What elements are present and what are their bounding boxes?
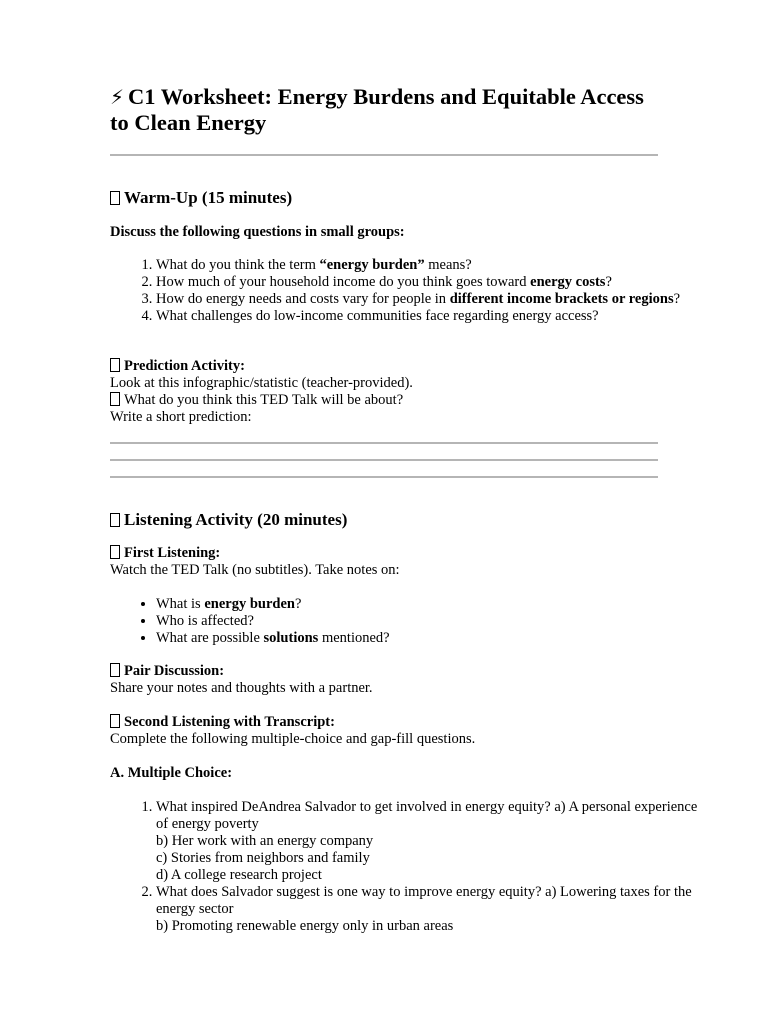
warmup-heading-text: Warm-Up (15 minutes)	[124, 188, 293, 207]
question-stem: 1. What inspired DeAndrea Salvador to get involved in energy equity? a) A personal experience of energy poverty	[156, 799, 698, 832]
second-listening-heading-text: Second Listening with Transcript:	[124, 714, 335, 730]
prediction-line-3: Write a short prediction:	[110, 409, 252, 425]
title-divider	[110, 154, 658, 156]
list-item	[156, 799, 704, 884]
lightning-icon: ⚡	[110, 85, 125, 109]
pair-discussion-block	[110, 663, 658, 697]
q-text: ?	[605, 274, 612, 290]
first-listening-heading-text: First Listening:	[124, 545, 221, 561]
item-text: What are possible	[156, 630, 264, 646]
pair-discussion-line: Share your notes and thoughts with a partner.	[110, 680, 373, 696]
list-item	[156, 274, 704, 291]
listening-heading	[110, 510, 658, 530]
missing-glyph-icon	[110, 714, 120, 728]
answer-line[interactable]	[110, 459, 658, 461]
list-item	[156, 630, 704, 647]
list-item	[156, 291, 704, 308]
missing-glyph-icon	[110, 663, 120, 677]
warmup-instruction: Discuss the following questions in small groups:	[110, 224, 405, 240]
prediction-line-2	[110, 392, 658, 409]
list-item	[156, 596, 704, 613]
first-listening-block	[110, 545, 658, 579]
list-item: • Who is affected?	[156, 613, 704, 630]
answer-line[interactable]	[110, 442, 658, 444]
pair-discussion-heading	[110, 663, 658, 680]
item-text: ?	[294, 596, 302, 612]
option-c: c) Stories from neighbors and family	[156, 850, 370, 866]
list-item: 4. What challenges do low-income communities face regarding energy access?	[156, 308, 704, 325]
second-listening-heading	[110, 714, 658, 731]
list-item	[156, 257, 704, 274]
item-text: mentioned?	[318, 630, 390, 646]
item-bold: energy burden	[204, 596, 295, 612]
pair-discussion-heading-text: Pair Discussion:	[124, 663, 225, 679]
q-text: means?	[424, 257, 472, 273]
second-listening-block	[110, 714, 658, 748]
item-bold: solutions	[263, 630, 319, 646]
q-bold: “energy burden”	[319, 257, 425, 273]
q-text: How do energy needs and costs vary for people in	[156, 291, 450, 307]
first-listening-heading	[110, 545, 658, 562]
missing-glyph-icon	[110, 358, 120, 372]
prediction-block	[110, 358, 658, 426]
notes-list	[110, 596, 704, 647]
q-bold: different income brackets or regions	[449, 291, 674, 307]
second-listening-line: Complete the following multiple-choice and gap-fill questions.	[110, 731, 476, 747]
q-text: How much of your household income do you think goes toward	[156, 274, 531, 290]
missing-glyph-icon	[110, 191, 120, 205]
prediction-line-2-text: What do you think this TED Talk will be about?	[124, 392, 404, 408]
page-title	[110, 84, 658, 136]
q-text: ?	[673, 291, 681, 307]
page-title-text: C1 Worksheet: Energy Burdens and Equitable Access to Clean Energy	[110, 84, 644, 135]
option-b: b) Promoting renewable energy only in urban areas	[156, 918, 454, 934]
option-b: b) Her work with an energy company	[156, 833, 374, 849]
prediction-heading-text: Prediction Activity:	[124, 358, 245, 374]
listening-heading-text: Listening Activity (20 minutes)	[124, 510, 348, 529]
item-text: What is	[156, 596, 205, 612]
warmup-questions	[110, 257, 704, 325]
multiple-choice-heading: A. Multiple Choice:	[110, 765, 233, 781]
q-text: What do you think the term	[156, 257, 320, 273]
first-listening-line: Watch the TED Talk (no subtitles). Take notes on:	[110, 562, 400, 578]
question-stem: 2. What does Salvador suggest is one way to improve energy equity? a) Lowering taxes for the energy sector	[156, 884, 692, 917]
list-item	[156, 884, 704, 935]
option-d: d) A college research project	[156, 867, 322, 883]
missing-glyph-icon	[110, 392, 120, 406]
missing-glyph-icon	[110, 513, 120, 527]
q-bold: energy costs	[530, 274, 606, 290]
multiple-choice-list	[110, 799, 704, 935]
prediction-line-1: Look at this infographic/statistic (teacher-provided).	[110, 375, 413, 391]
missing-glyph-icon	[110, 545, 120, 559]
answer-line[interactable]	[110, 476, 658, 478]
prediction-heading	[110, 358, 658, 375]
warmup-heading	[110, 188, 658, 208]
